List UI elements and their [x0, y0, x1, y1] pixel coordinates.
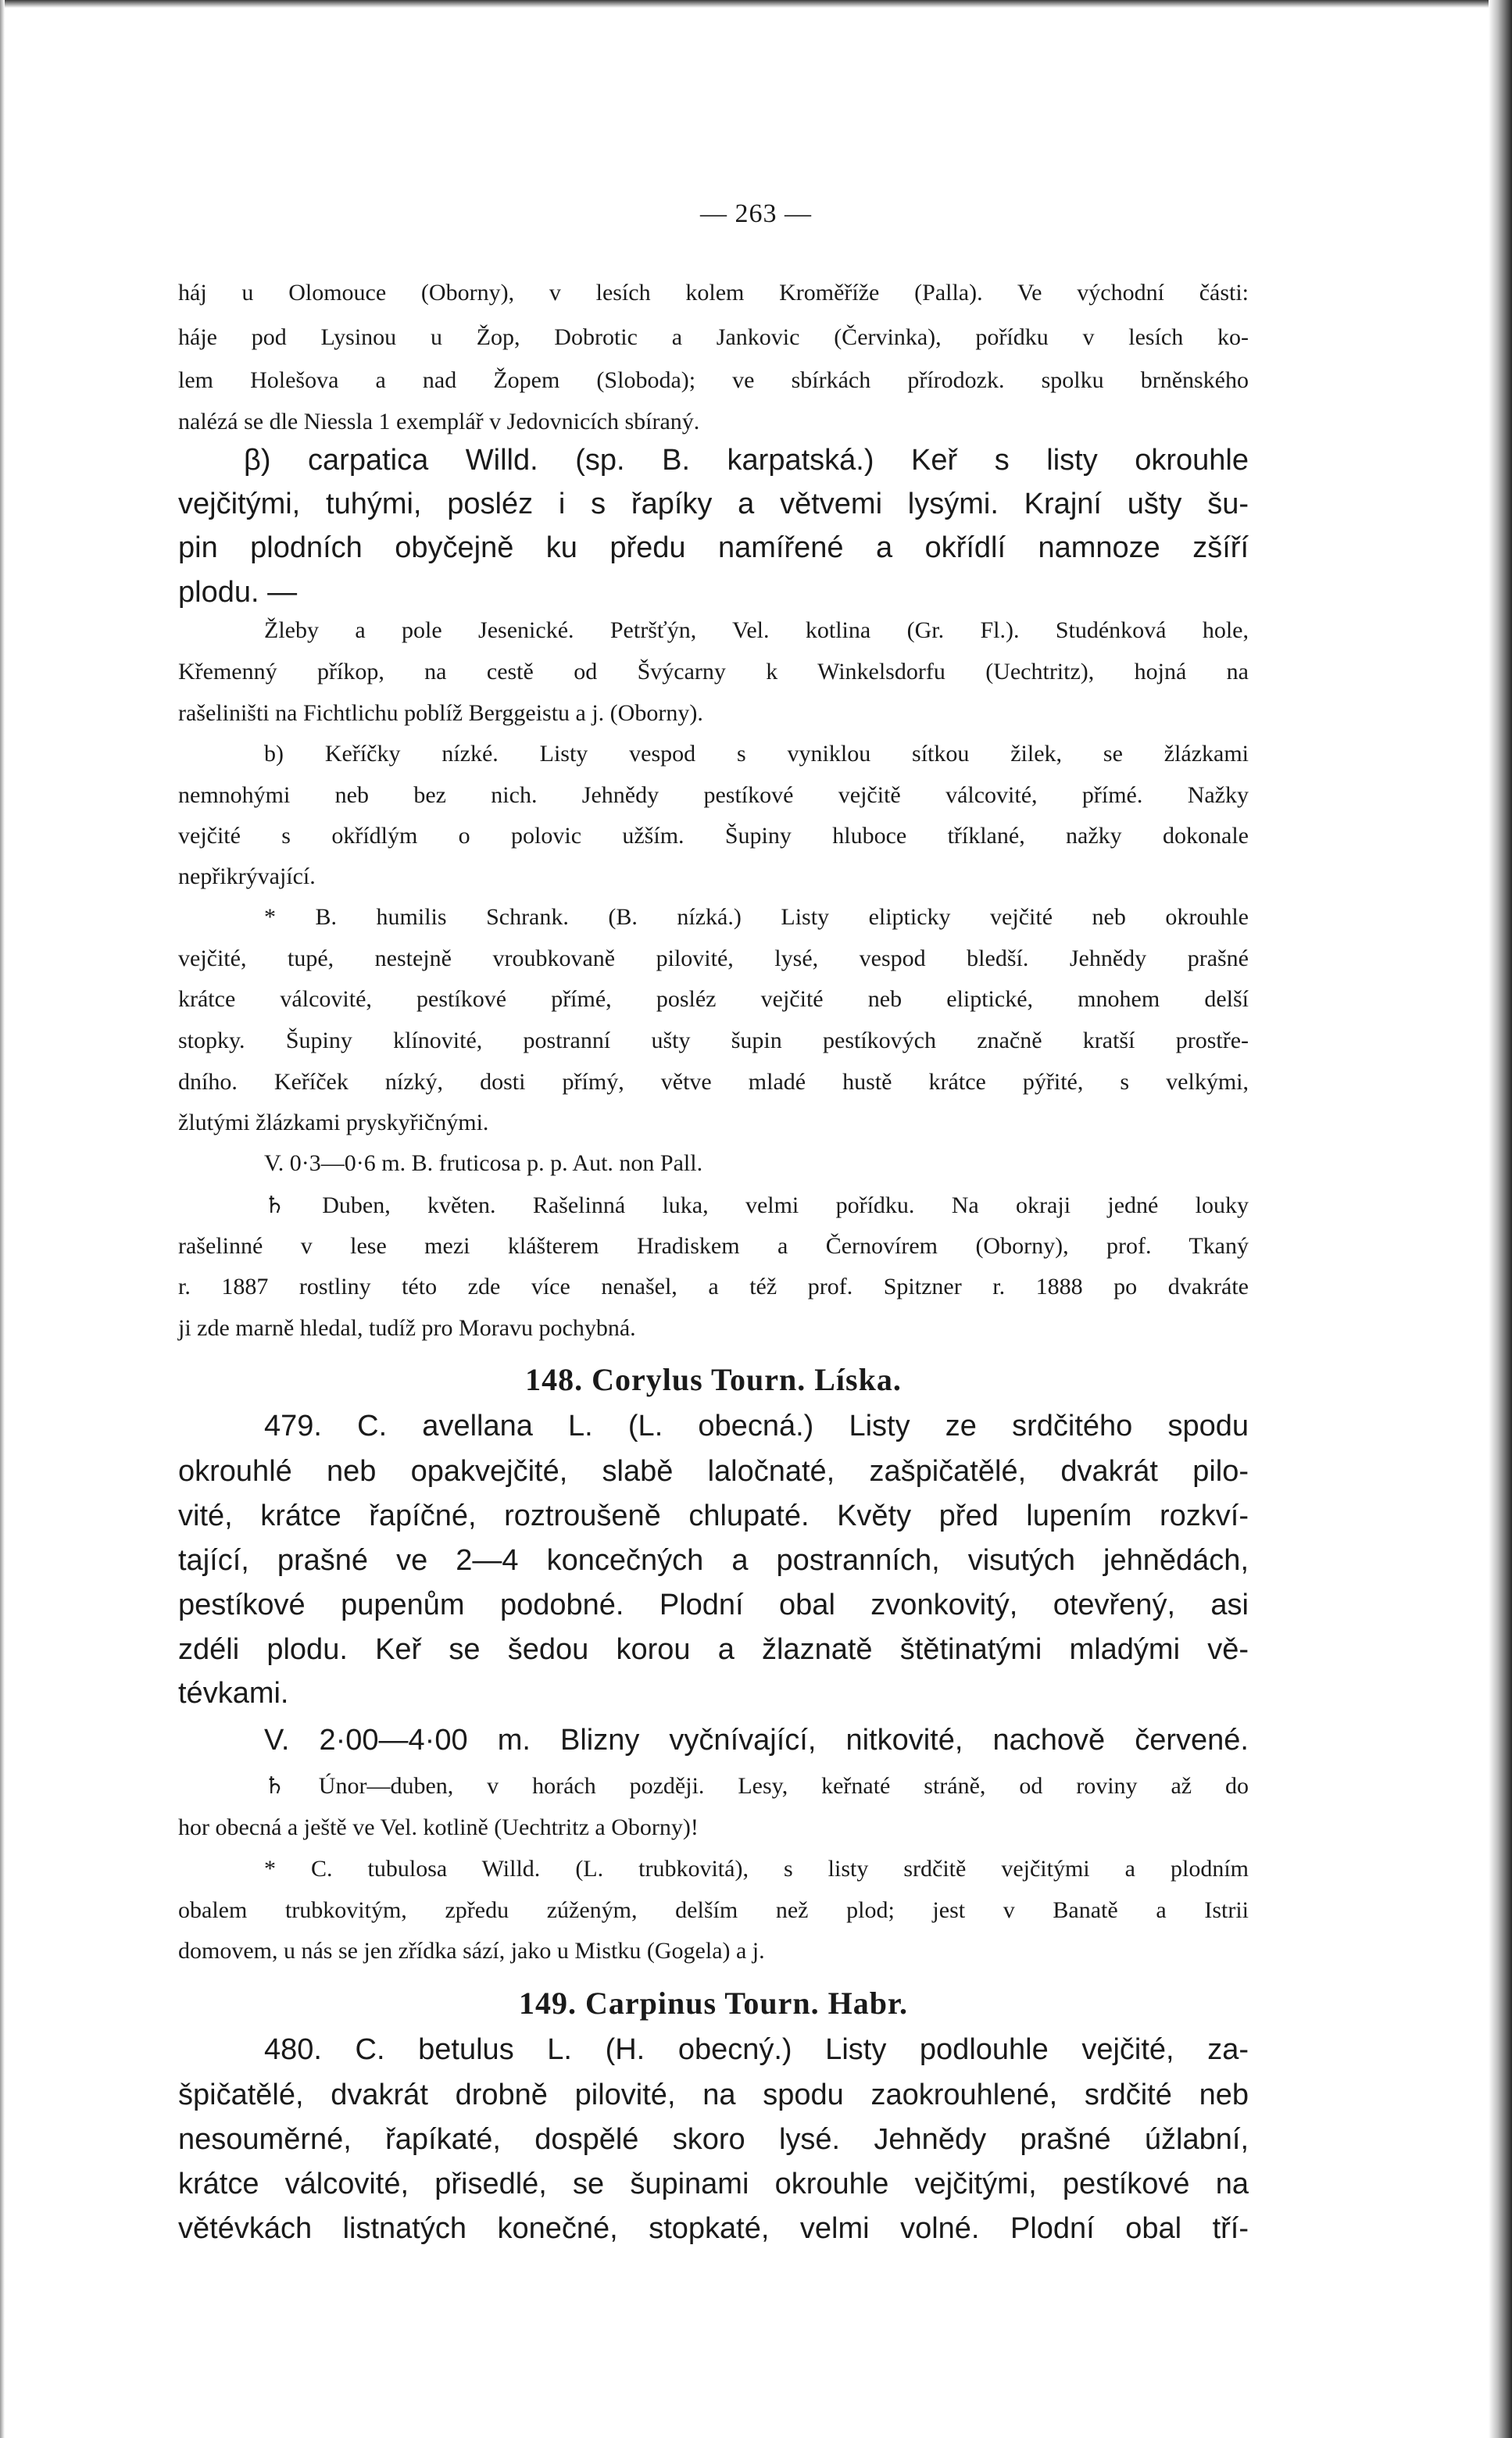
body-line: nemnohými neb bez nich. Jehnědy pestíkové vejčitě válcovité, přímé. Nažky: [178, 782, 1249, 808]
body-line: vité, krátce řapíčné, roztroušeně chlupaté. Květy před lupením rozkví-: [178, 1500, 1249, 1532]
body-line: vejčité, tupé, nestejně vroubkovaně pilovité, lysé, vespod bledší. Jehnědy prašné: [178, 946, 1249, 971]
body-line: nesouměrné, řapíkaté, dospělé skoro lysé. Jehnědy prašné úžlabní,: [178, 2123, 1249, 2156]
body-line: vejčité s okřídlým o polovic užším. Šupiny hluboce tříklané, nažky dokonale: [178, 823, 1249, 849]
body-line: ♄ Únor—duben, v horách později. Lesy, keřnaté stráně, od roviny až do: [264, 1773, 1249, 1799]
body-line: pestíkové pupenům podobné. Plodní obal zvonkovitý, otevřený, asi: [178, 1589, 1249, 1621]
genus-heading-corylus: 148. Corylus Tourn. Líska.: [525, 1362, 902, 1397]
body-line: nalézá se dle Niessla 1 exemplář v Jedovnicích sbíraný.: [178, 409, 700, 434]
body-line: V. 0·3—0·6 m. B. fruticosa p. p. Aut. non Pall.: [264, 1150, 703, 1176]
body-line: zdéli plodu. Keř se šedou korou a žlaznatě štětinatými mladými vě-: [178, 1633, 1249, 1666]
body-line: okrouhlé neb opakvejčité, slabě laločnaté, zašpičatělé, dvakrát pilo-: [178, 1455, 1249, 1488]
body-line: ♄ Duben, květen. Rašelinná luka, velmi pořídku. Na okraji jedné louky: [264, 1192, 1249, 1218]
body-line: špičatělé, dvakrát drobně pilovité, na spodu zaokrouhlené, srdčité neb: [178, 2079, 1249, 2111]
body-line: tévkami.: [178, 1677, 289, 1710]
body-line: r. 1887 rostliny této zde více nenašel, a též prof. Spitzner r. 1888 po dvakráte: [178, 1274, 1249, 1299]
species-heading-line: 479. C. avellana L. (L. obecná.) Listy ze srdčitého spodu: [264, 1410, 1249, 1442]
species-heading-line: 480. C. betulus L. (H. obecný.) Listy podlouhle vejčité, za-: [264, 2033, 1249, 2066]
scan-edge-top: [0, 0, 1512, 8]
body-line: plodu. —: [178, 576, 298, 609]
body-line: krátce válcovité, pestíkové přímé, posléz vejčité neb eliptické, mnohem delší: [178, 986, 1249, 1012]
body-line: dního. Keříček nízký, dosti přímý, větve mladé hustě krátce pýřité, s velkými,: [178, 1069, 1249, 1095]
body-line: tající, prašné ve 2—4 koncečných a postranních, visutých jehnědách,: [178, 1544, 1249, 1577]
page-number: — 263 —: [700, 199, 812, 228]
body-line: Křemenný příkop, na cestě od Švýcarny k Winkelsdorfu (Uechtritz), hojná na: [178, 659, 1249, 685]
scan-edge-right: [1489, 0, 1512, 2438]
scan-edge-left: [0, 0, 5, 2438]
body-line: krátce válcovité, přisedlé, se šupinami okrouhle vejčitými, pestíkové na: [178, 2168, 1249, 2200]
body-line: V. 2·00—4·00 m. Blizny vyčnívající, nitkovité, nachově červené.: [264, 1724, 1249, 1757]
body-line: obalem trubkovitým, zpředu zúženým, delším než plod; jest v Banatě a Istrii: [178, 1897, 1249, 1923]
body-line: hor obecná a ještě ve Vel. kotlině (Uechtritz a Oborny)!: [178, 1814, 699, 1840]
body-line: vejčitými, tuhými, posléz i s řapíky a větvemi lysými. Krajní ušty šu-: [178, 488, 1249, 520]
variety-heading-line: β) carpatica Willd. (sp. B. karpatská.) Keř s listy okrouhle: [244, 444, 1249, 477]
body-line: pin plodních obyčejně ku předu namířené a okřídlí namnoze zšíří: [178, 531, 1249, 564]
body-line: háj u Olomouce (Oborny), v lesích kolem Kroměříže (Palla). Ve východní části:: [178, 280, 1249, 306]
body-line: * C. tubulosa Willd. (L. trubkovitá), s listy srdčitě vejčitými a plodním: [264, 1856, 1249, 1882]
body-line: háje pod Lysinou u Žop, Dobrotic a Jankovic (Červinka), pořídku v lesích ko-: [178, 324, 1249, 350]
body-line: Žleby a pole Jesenické. Petršťýn, Vel. kotlina (Gr. Fl.). Studénková hole,: [264, 617, 1249, 643]
body-line: ji zde marně hledal, tudíž pro Moravu pochybná.: [178, 1315, 636, 1341]
body-line: lem Holešova a nad Žopem (Sloboda); ve sbírkách přírodozk. spolku brněnského: [178, 367, 1249, 393]
body-line: stopky. Šupiny klínovité, postranní ušty šupin pestíkových značně kratší prostře-: [178, 1028, 1249, 1053]
body-line: domovem, u nás se jen zřídka sází, jako u Mistku (Gogela) a j.: [178, 1938, 765, 1964]
body-line: b) Keříčky nízké. Listy vespod s vyniklou sítkou žilek, se žlázkami: [264, 741, 1249, 767]
body-line: větévkách listnatých konečné, stopkaté, velmi volné. Plodní obal tří-: [178, 2212, 1249, 2245]
body-line: * B. humilis Schrank. (B. nízká.) Listy elipticky vejčité neb okrouhle: [264, 904, 1249, 930]
body-line: rašelinné v lese mezi klášterem Hradiskem a Černovírem (Oborny), prof. Tkaný: [178, 1233, 1249, 1259]
genus-heading-carpinus: 149. Carpinus Tourn. Habr.: [518, 1986, 909, 2021]
body-line: rašeliništi na Fichtlichu poblíž Berggeistu a j. (Oborny).: [178, 700, 703, 726]
body-line: nepřikrývající.: [178, 863, 316, 889]
body-line: žlutými žlázkami pryskyřičnými.: [178, 1110, 489, 1135]
